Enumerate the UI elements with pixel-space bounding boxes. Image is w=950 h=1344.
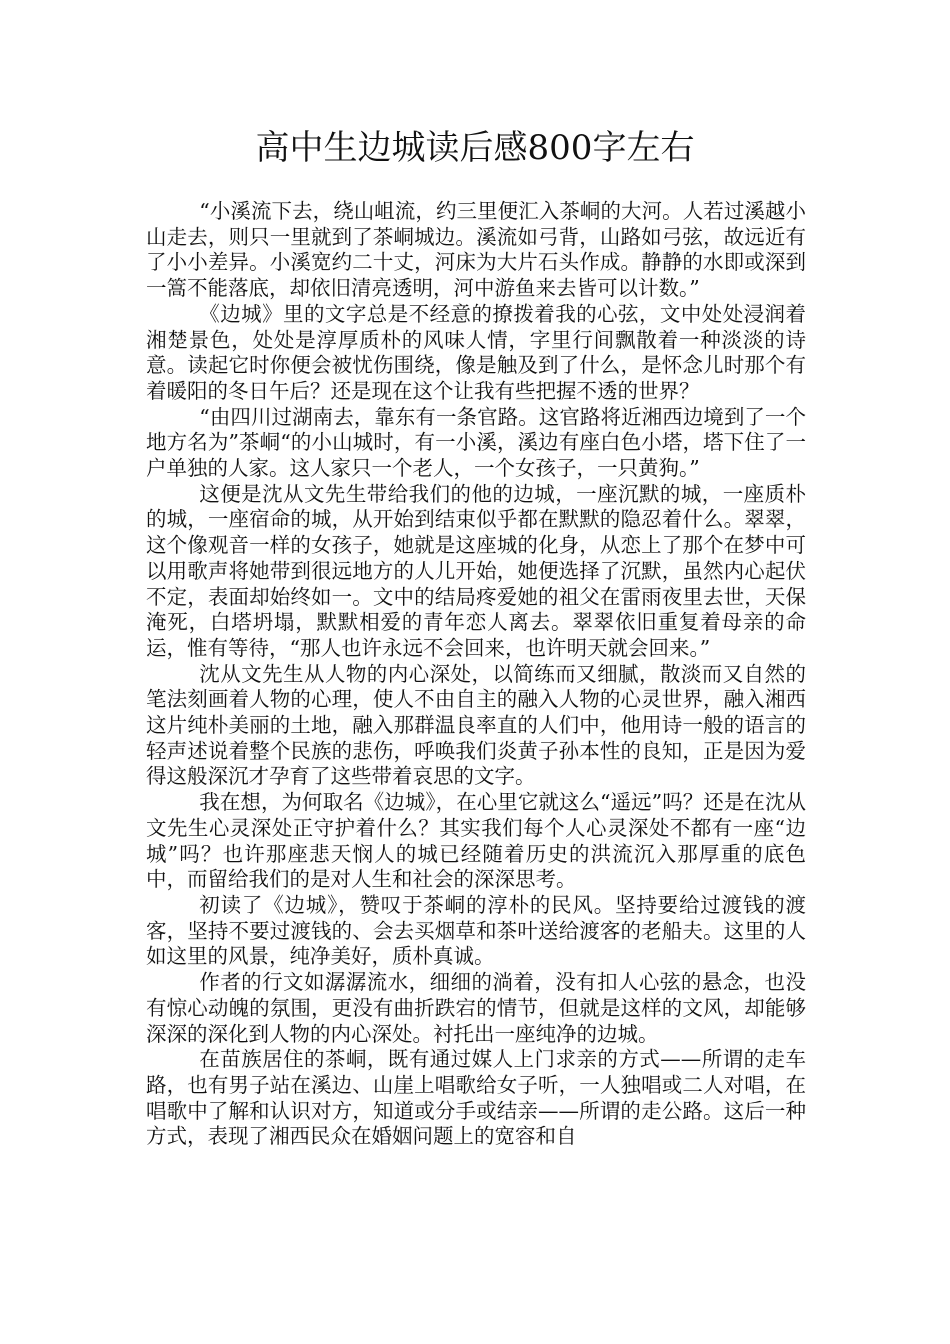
paragraph-8: 作者的行文如潺潺流水，细细的淌着，没有扣人心弦的悬念，也没有惊心动魄的氛围，更没有曲折跌宕的情节，但就是这样的文风，却能够深深的深化到人物的内心深处。衬托出一座纯净的边城。 bbox=[146, 970, 806, 1046]
page-title: 高中生边城读后感800字左右 bbox=[255, 128, 695, 168]
paragraph-2: 《边城》里的文字总是不经意的撩拨着我的心弦，文中处处浸润着湘楚景色，处处是淳厚质朴的风味人情，字里行间飘散着一种淡淡的诗意。读起它时你便会被忧伤围绕，像是触及到了什么，是怀念儿时那个有着暖阳的冬日午后？还是现在这个让我有些把握不透的世界？ bbox=[146, 301, 806, 403]
paragraph-3: “由四川过湖南去，靠东有一条官路。这官路将近湘西边境到了一个地方名为”茶峒“的小山城时，有一小溪，溪边有座白色小塔，塔下住了一户单独的人家。这人家只一个老人，一个女孩子，一只黄狗。” bbox=[146, 404, 806, 481]
paragraph-7: 初读了《边城》，赞叹于茶峒的淳朴的民风。坚持要给过渡钱的渡客，坚持不要过渡钱的、会去买烟草和茶叶送给渡客的老船夫。这里的人如这里的风景，纯净美好，质朴真诚。 bbox=[146, 892, 806, 969]
article-body bbox=[146, 199, 806, 1150]
paragraph-5: 沈从文先生从人物的内心深处，以简练而又细腻，散淡而又自然的笔法刻画着人物的心理，使人不由自主的融入人物的心灵世界，融入湘西这片纯朴美丽的土地，融入那群温良率直的人们中，他用诗一般的语言的轻声述说着整个民族的悲伤，呼唤我们炎黄子孙本性的良知，正是因为爱得这般深沉才孕育了这些带着哀思的文字。 bbox=[146, 661, 806, 789]
paragraph-4: 这便是沈从文先生带给我们的他的边城，一座沉默的城，一座质朴的城，一座宿命的城，从开始到结束似乎都在默默的隐忍着什么。翠翠，这个像观音一样的女孩子，她就是这座城的化身，从恋上了那个在梦中可以用歌声将她带到很远地方的人儿开始，她便选择了沉默，虽然内心起伏不定，表面却始终如一。文中的结局疼爱她的祖父在雷雨夜里去世，天保淹死，白塔坍塌，默默相爱的青年恋人离去。翠翠依旧重复着母亲的命运，惟有等待，“那人也许永远不会回来，也许明天就会回来。” bbox=[146, 481, 806, 660]
paragraph-9: 在苗族居住的茶峒，既有通过媒人上门求亲的方式——所谓的走车路，也有男子站在溪边、山崖上唱歌给女子听，一人独唱或二人对唱，在唱歌中了解和认识对方，知道或分手或结亲——所谓的走公路。这后一种方式，表现了湘西民众在婚姻问题上的宽容和自 bbox=[146, 1047, 806, 1149]
paragraph-1: “小溪流下去，绕山岨流，约三里便汇入茶峒的大河。人若过溪越小山走去，则只一里就到了茶峒城边。溪流如弓背，山路如弓弦，故远近有了小小差异。小溪宽约二十丈，河床为大片石头作成。静静的水即或深到一篙不能落底，却依旧清亮透明，河中游鱼来去皆可以计数。” bbox=[146, 199, 806, 301]
paragraph-6: 我在想，为何取名《边城》，在心里它就这么“遥远”吗？还是在沈从文先生心灵深处正守护着什么？其实我们每个人心灵深处不都有一座“边城”吗？也许那座悲天悯人的城已经随着历史的洪流沉入那厚重的底色中，而留给我们的是对人生和社会的深深思考。 bbox=[146, 790, 806, 892]
